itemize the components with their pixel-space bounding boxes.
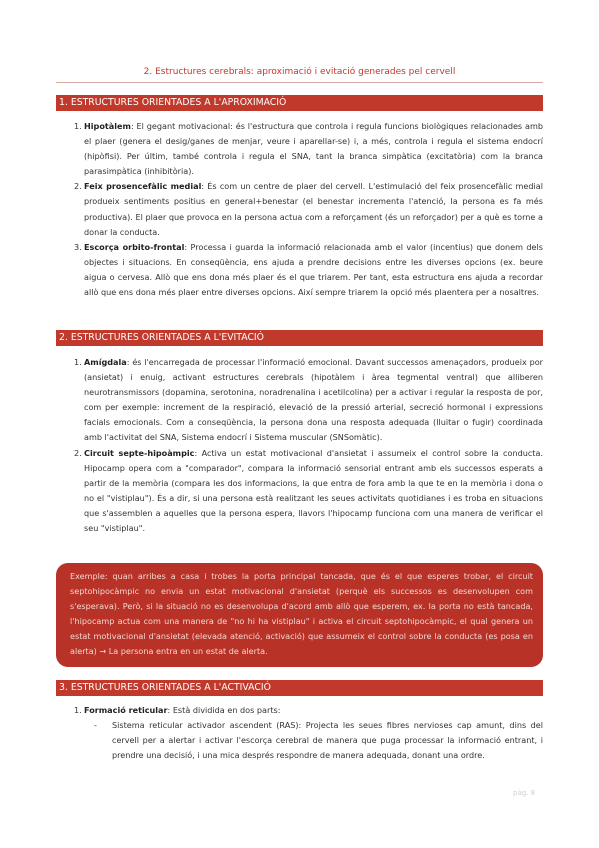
item-text: : És com un centre de plaer del cervell. L'estimulació del feix prosencefàlic medial produeix sentiments positius en general+benestar (el benestar incrementa l'atenció, la persona es fa més productiva). El plaer que provoca en la persona actua com a reforçament (és un reforçador) per a què es torne a donar la conducta. xyxy=(84,181,543,237)
term-label: Hipotàlem xyxy=(84,121,131,131)
list-number: 1. xyxy=(74,357,82,367)
example-callout: Exemple: quan arribes a casa i trobes la porta principal tancada, que és el que esperes trobar, el circuit septohipocàmpic no envia un estat motivacional d'ansietat (perquè els successos es desenvolupen com s'esperava). Però, si la situació no es desenvolupa d'acord amb allò que esperem, ex. la porta no està tancada, l'hipocamp actua com una manera de "no hi ha vistiplau" i activa el circuit septohipocàmpic, el qual genera un estat motivacional d'ansietat (elevada atenció, activació) que assumeix el control sobre la conducta (es posa en alerta) → La persona entra en un estat de alerta. xyxy=(56,563,543,667)
list-number: 1. xyxy=(74,121,82,131)
section-heading-approach: 1. ESTRUCTURES ORIENTADES A L'APROXIMACIÓ xyxy=(56,95,543,111)
list-number: 3. xyxy=(74,241,82,252)
term-label: Formació reticular xyxy=(84,705,168,715)
avoidance-list xyxy=(56,355,543,536)
item-text: : El gegant motivacional: és l'estructura que controla i regula funcions biològiques relacionades amb el plaer (genera el desig/ganes de menjar, veure i aparellar-se) i, a més, controla i regula el sistema endocrí (hipòfisi). Per últim, també controla i regula el SNA, tant la branca simpàtica (excitatòria) com la branca parasimpàtica (inhibitòria). xyxy=(84,121,543,177)
approach-list xyxy=(56,119,543,300)
term-label: Amígdala xyxy=(84,357,127,367)
page-title: 2. Estructures cerebrals: aproximació i evitació generades pel cervell xyxy=(143,67,456,77)
title-divider xyxy=(56,82,543,83)
list-number: 1. xyxy=(74,705,82,715)
term-label: Escorça orbito-frontal xyxy=(84,241,185,252)
list-item xyxy=(56,119,543,179)
page-number: pàg. 8 xyxy=(513,789,536,797)
list-number: 2. xyxy=(74,447,82,458)
item-text: : Activa un estat motivacional d'ansietat i assumeix el control sobre la conducta. Hipocamp opera com a "comparador", compara la informació sensorial entrant amb els successos esperats a partir de la memòria (compara les dos informacions, la que entra de fora amb la que te en la memòria i dona o no el "vistiplau"). És a dir, si una persona està realitzant les seues activitats quotidianes i es troba en situacions que s'assemblen a aquelles que la persona espera, llavors l'hipocamp funciona com una manera de verificar el seu "vistiplau". xyxy=(84,447,543,534)
sub-item-text: Sistema reticular activador ascendent (RAS): Projecta les seues fibres nervioses cap amunt, dins del cervell per a alertar i activar l'escorça cerebral de manera que puga processar la informació entrant, i prendre una decisió, i una mica després respondre de manera adequada, donant una ordre. xyxy=(112,720,543,761)
activation-list xyxy=(56,703,543,763)
list-item xyxy=(56,355,543,446)
section-heading-activation: 3. ESTRUCTURES ORIENTADES A L'ACTIVACIÓ xyxy=(56,680,543,696)
section-heading-avoidance: 2. ESTRUCTURES ORIENTADES A L'EVITACIÓ xyxy=(56,330,543,346)
sub-list-item xyxy=(56,718,543,763)
list-number: 2. xyxy=(74,181,82,192)
item-text: : és l'encarregada de processar l'informació emocional. Davant successos amenaçadors, produeix por (ansietat) i enuig, activant estructures cerebrals (hipotàlem i àrea tegmental ventral) que alliberen neurotransmissors (dopamina, serotonina, noradrenalina i acetilcolina) per a activar i regular la resposta de por, com per exemple: increment de la respiració, elevació de la pressió arterial, secreció hormonal i expressions facials emocionals. Com a conseqüència, la persona dona una resposta adequada (lluitar o fugir) coordinada amb l'activitat del SNA, Sistema endocrí i Sistema muscular (SNSomàtic). xyxy=(84,357,543,443)
list-item xyxy=(56,240,543,300)
dash-bullet: - xyxy=(94,720,97,731)
list-item xyxy=(56,179,543,239)
term-label: Feix prosencefàlic medial xyxy=(84,181,202,192)
term-label: Circuit septe-hipoàmpic xyxy=(84,447,195,458)
list-item xyxy=(56,446,543,537)
item-text: : Està dividida en dos parts: xyxy=(167,705,281,715)
item-text: : Processa i guarda la informació relacionada amb el valor (incentius) que donem dels objectes i situacions. En conseqüència, ens ajuda a prendre decisions entre les diverses opcions (ex. beure aigua o cervesa. Allò que ens dona més plaer és el que triarem. Per tant, esta estructura ens ajuda a recordar allò que ens dona més plaer entre diverses opcions. Així sempre triarem la opció més plaentera per a nosaltres. xyxy=(84,241,543,298)
list-item xyxy=(56,703,543,718)
